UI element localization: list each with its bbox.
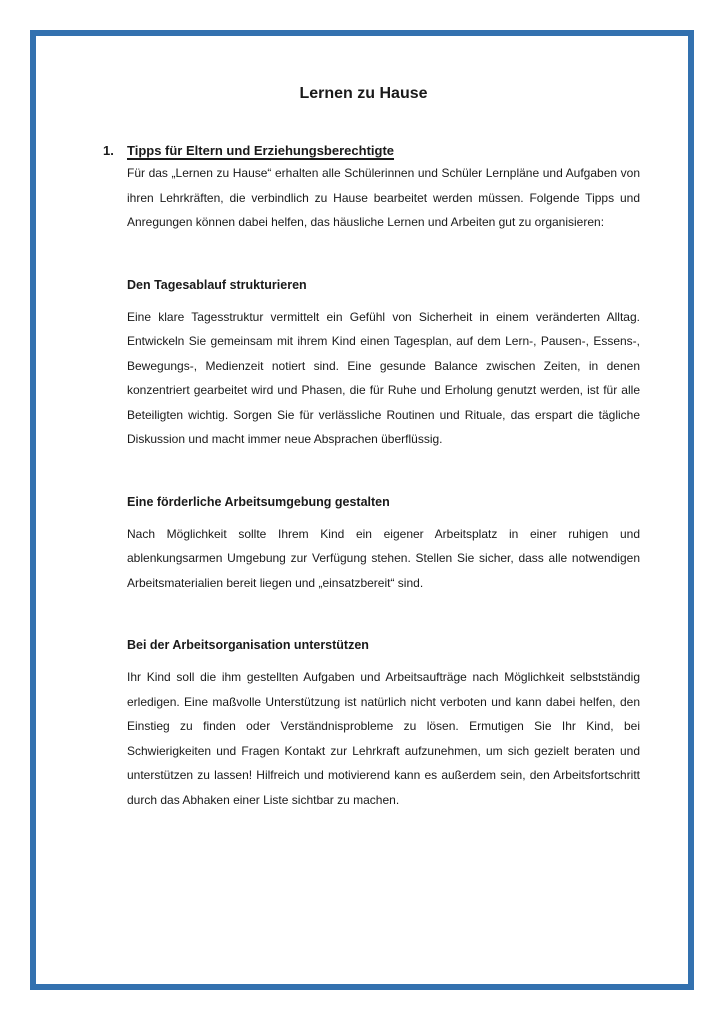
subsection-heading: Eine förderliche Arbeitsumgebung gestalten	[127, 494, 390, 509]
subsection-body: Eine klare Tagesstruktur vermittelt ein Gefühl von Sicherheit in einem veränderten Alltag. Entwickeln Sie gemeinsam mit ihrem Kind einen Tagesplan, auf dem Lern-, Pausen-, Essens-, Bewegungs-, Medienzeit notiert sind. Eine gesunde Balance zwischen Zeiten, in denen konzentriert gearbeitet wird und Phasen, die für Ruhe und Erholung genutzt werden, ist für alle Beteiligten wichtig. Sorgen Sie für verlässliche Routinen und Rituale, das erspart die tägliche Diskussion und macht immer neue Absprachen überflüssig.	[127, 309, 640, 446]
section-intro-paragraph: Für das „Lernen zu Hause“ erhalten alle Schülerinnen und Schüler Lernpläne und Aufgaben von ihren Lehrkräften, die verbindlich zu Hause bearbeitet werden müssen. Folgende Tipps und Anregungen können dabei helfen, das häusliche Lernen und Arbeiten gut zu organisieren:	[127, 166, 640, 229]
section-heading-text: Tipps für Eltern und Erziehungsberechtigte	[127, 143, 395, 158]
subsection-tagesablauf	[87, 277, 640, 452]
subsection-heading: Den Tagesablauf strukturieren	[127, 277, 307, 292]
document-page	[87, 84, 640, 812]
section-heading	[103, 142, 640, 159]
subsection-arbeitsumgebung	[87, 494, 640, 596]
page-title: Lernen zu Hause	[299, 85, 428, 102]
subsection-heading: Bei der Arbeitsorganisation unterstützen	[127, 638, 369, 652]
subsection-arbeitsorganisation	[87, 637, 640, 812]
subsection-body: Nach Möglichkeit sollte Ihrem Kind ein eigener Arbeitsplatz in einer ruhigen und ablenkungsarmen Umgebung zur Verfügung stehen. Stellen Sie sicher, dass alle notwendigen Arbeitsmaterialien bereit liegen und „einsatzbereit“ sind.	[127, 526, 640, 590]
section-number: 1.	[103, 143, 114, 158]
subsection-body: Ihr Kind soll die ihm gestellten Aufgaben und Arbeitsaufträge nach Möglichkeit selbstständig erledigen. Eine maßvolle Unterstützung ist natürlich nicht verboten und kann dabei helfen, den Einstieg zu finden oder Verständnisprobleme zu lösen. Ermutigen Sie Ihr Kind, bei Schwierigkeiten und Fragen Kontakt zur Lehrkraft aufzunehmen, um sich gezielt beraten und unterstützen zu lassen! Hilfreich und motivierend kann es außerdem sein, den Arbeitsfortschritt durch das Abhaken einer Liste sichtbar zu machen.	[127, 670, 640, 807]
